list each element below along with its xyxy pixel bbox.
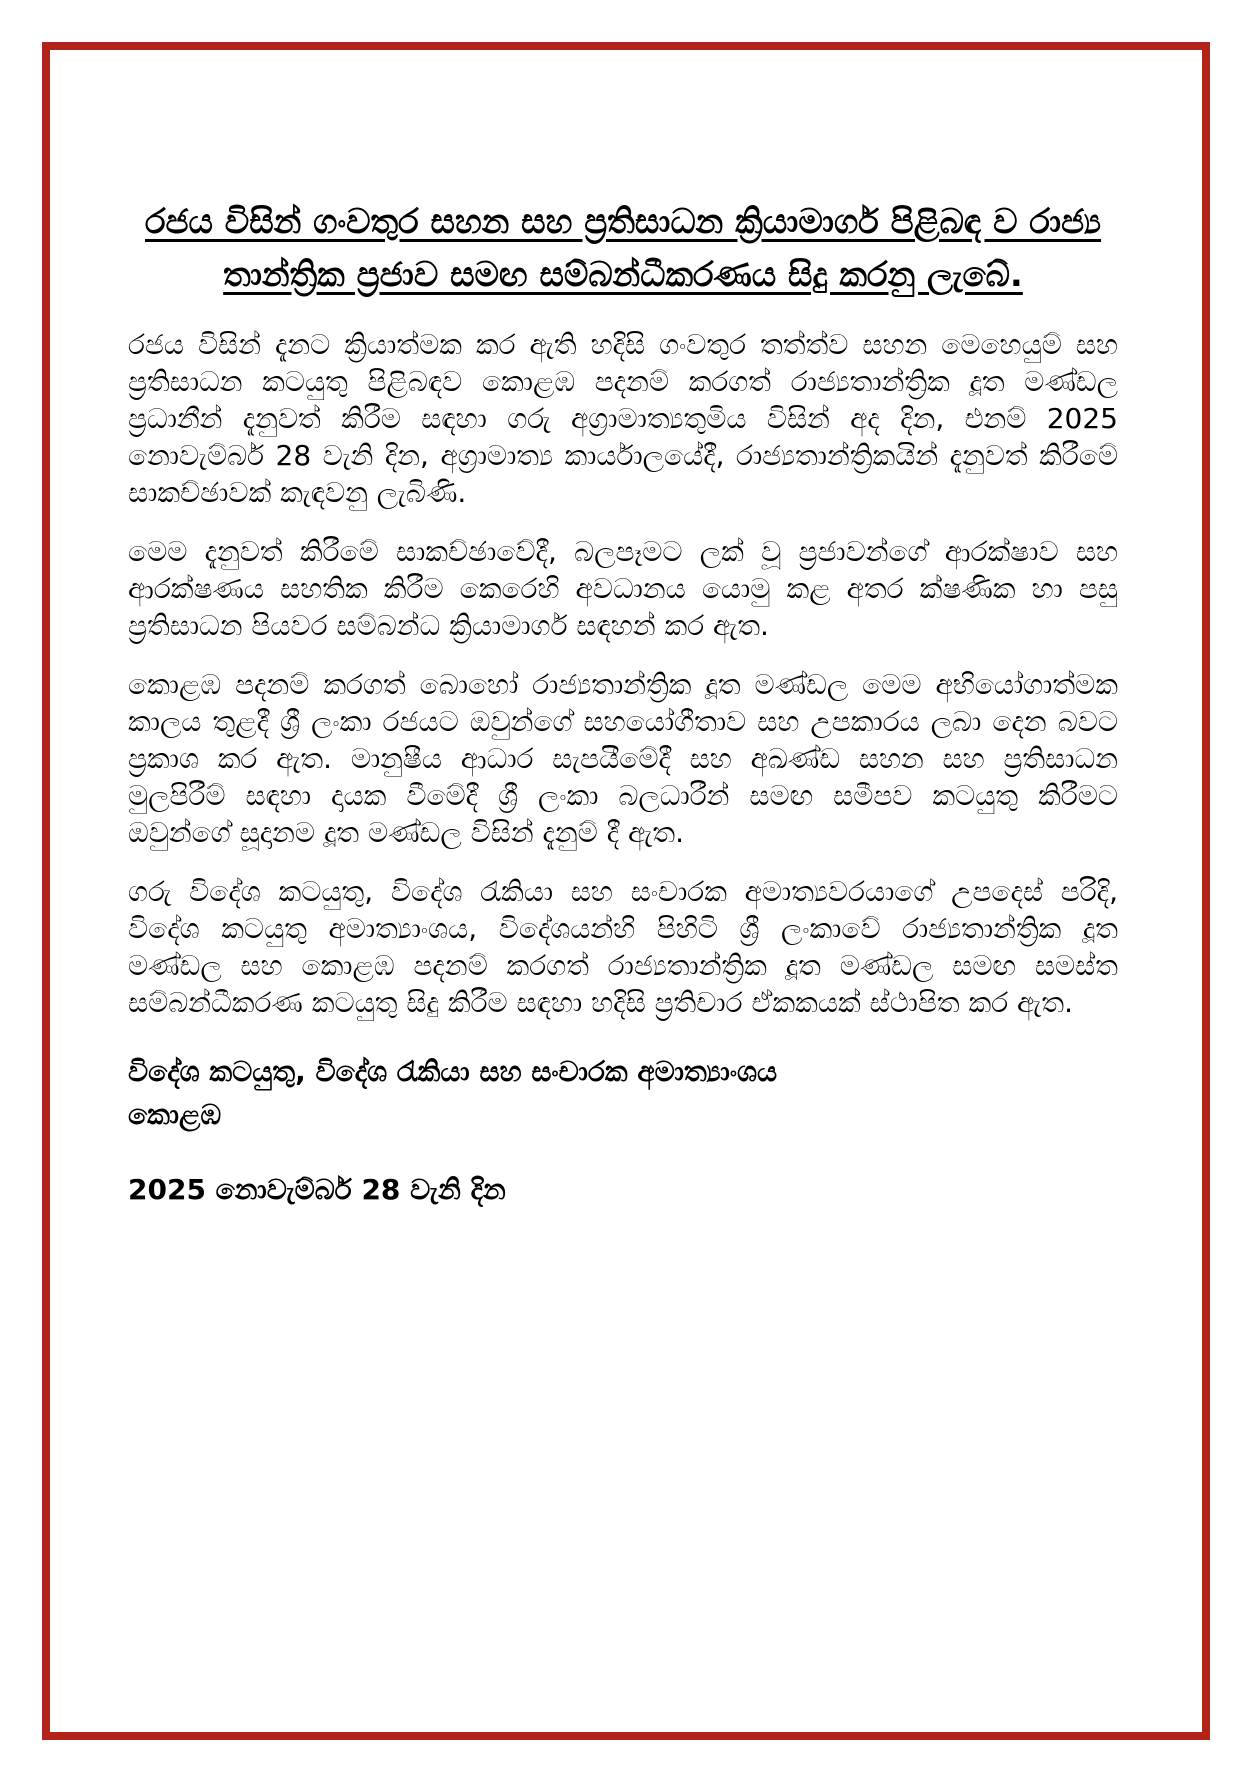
document-date: 2025 නොවැම්බර් 28 වැනි දින	[128, 1173, 506, 1207]
signature-ministry: විදේශ කටයුතු, විදේශ රැකියා සහ සංචාරක අමාත්‍යාංශය	[128, 1054, 778, 1088]
paragraph-briefing-focus: මෙම දැනුවත් කිරීමේ සාකච්ඡාවේදී, බලපෑමට ලක් වූ ප්‍රජාවන්ගේ ආරක්ෂාව සහ ආරක්ෂණය සහතික කිරීම කෙරෙහි අවධානය යොමු කළ අතර ක්ෂණික හා පසු ප්‍රතිසාධන පියවර සම්බන්ධ ක්‍රියාමාර්ග සඳහන් කර ඇත.	[128, 535, 1118, 643]
document-content	[128, 0, 1118, 1210]
paragraph-response-unit: ගරු විදේශ කටයුතු, විදේශ රැකියා සහ සංචාරක අමාත්‍යවරයාගේ උපදෙස් පරිදි, විදේශ කටයුතු අමාත්‍යාංශය, විදේශයන්හි පිහිටි ශ්‍රී ලංකාවේ රාජ්‍යතාන්ත්‍රික දූත මණ්ඩල සහ කොළඹ පදනම් කරගත් රාජ්‍යතාන්ත්‍රික දූත මණ්ඩල සමඟ සමස්ත සම්බන්ධීකරණ කටයුතු සිදු කිරීම සඳහා හදිසි ප්‍රතිචාර ඒකකයක් ස්ථාපිත කර ඇත.	[128, 874, 1118, 1019]
paragraph-briefing-convened: රජය විසින් දැනට ක්‍රියාත්මක කර ඇති හදිසි ගංවතුර තත්ත්ව සහන මෙහෙයුම් සහ ප්‍රතිසාධන කටයුතු පිළිබඳව කොළඹ පදනම් කරගත් රාජ්‍යතාන්ත්‍රික දූත මණ්ඩල ප්‍රධානීන් දැනුවත් කිරීම සඳහා ගරු අග්‍රාමාත්‍යතුමිය විසින් අද දින, එනම් 2025 නොවැම්බර් 28 වැනි දින, අග්‍රාමාත්‍ය කාර්යාලයේදී, රාජ්‍යතාන්ත්‍රිකයින් දැනුවත් කිරීමේ සාකච්ඡාවක් කැඳවනු ලැබිණි.	[128, 328, 1118, 510]
signature-city: කොළඹ	[128, 1097, 222, 1131]
document-title: රජය විසින් ගංවතුර සහන සහ ප්‍රතිසාධන ක්‍රියාමාර්ග පිළිබඳ ව රාජ්‍ය තාන්ත්‍රික ප්‍රජාව සමඟ සම්බන්ධීකරණය සිදු කරනු ලැබේ.	[144, 202, 1102, 295]
signature-block	[128, 1050, 1118, 1137]
paragraph-missions-support: කොළඹ පදනම් කරගත් බොහෝ රාජ්‍යතාන්ත්‍රික දූත මණ්ඩල මෙම අභියෝගාත්මක කාලය තුළදී ශ්‍රී ලංකා රජයට ඔවුන්ගේ සහයෝගීතාව සහ උපකාරය ලබා දෙන බවට ප්‍රකාශ කර ඇත. මානුෂීය ආධාර සැපයීමේදී සහ අඛණ්ඩ සහන සහ ප්‍රතිසාධන මුලපිරීම් සඳහා දායක වීමේදී ශ්‍රී ලංකා බලධාරීන් සමඟ සමීපව කටයුතු කිරීමට ඔවුන්ගේ සූදානම දූත මණ්ඩල විසින් දැනුම් දී ඇත.	[128, 668, 1118, 849]
